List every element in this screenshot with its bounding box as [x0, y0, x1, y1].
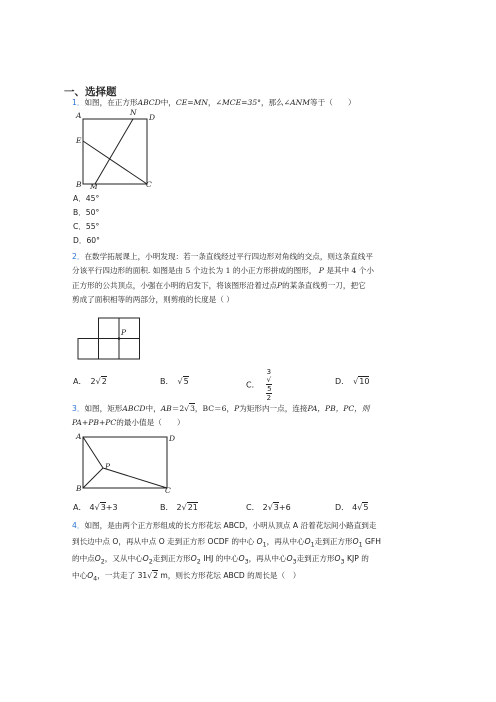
question-2-figure [78, 318, 168, 362]
small-square-bottom-2 [99, 339, 120, 360]
q2-option-d: D． √10 [335, 377, 370, 386]
rectangle-abcd [83, 437, 167, 488]
segment-ce [83, 141, 147, 184]
question-2-line-3: 正方形的公共顶点，小强在小明的启发下，将该图形沿着过点P的某条直线剪一刀，把它 [72, 281, 366, 290]
segment-pb [83, 468, 103, 488]
section-title: 一、选择题 [64, 86, 117, 98]
question-2-line-4: 剪成了面积相等的两部分，则剪痕的长度是（ ） [72, 295, 234, 304]
question-4-line-3: 的中点$O_2$，又从中心$O_2$走到正方形$O_2$ IHJ 的中心$O_3$，再从中心$O_3$走到正方形$O_3$ KJP 的 [72, 554, 369, 566]
question-4-line-4: 中心$O_4$，一共走了 31√2 m，则长方形花坛 ABCD 的周长是（ ） [72, 571, 301, 583]
q1-option-d: D．60° [73, 236, 100, 245]
question-1-stem: 1．如图，在正方形ABCD中，CE=MN，∠MCE=35°，那么∠ANM等于（ ） [72, 98, 356, 107]
label-c: C [165, 486, 171, 495]
question-2-line-1: 2．在数学拓展课上，小明发现：若一条直线经过平行四边形对角线的交点，则这条直线平 [72, 252, 373, 261]
label-p: P [121, 328, 127, 337]
small-square-bottom-3 [119, 339, 140, 360]
fraction: 3 √ 5 2 [266, 368, 272, 402]
point-p [118, 337, 121, 340]
segment-pc [103, 468, 167, 488]
q1-option-b: B．50° [73, 208, 100, 217]
label-p: P [105, 462, 111, 471]
question-3-figure [70, 432, 180, 496]
q3-option-a: A． 4√3+3 [73, 503, 118, 512]
question-3-line-2: PA+PB+PC的最小值是（ ） [72, 418, 185, 427]
label-d: D [169, 434, 176, 443]
label-a: A [76, 432, 82, 441]
label-d: D [149, 113, 156, 122]
label-e: E [76, 136, 82, 145]
q2-option-c: C． 3 √ 5 2 [246, 368, 272, 402]
question-4-line-1: 4．如图，是由两个正方形组成的长方形花坛 ABCD，小明从顶点 A 沿着花坛间小路直到走 [72, 521, 377, 530]
label-b: B [76, 484, 82, 493]
q2-option-b: B． √5 [160, 377, 189, 386]
small-square-top-left [99, 318, 120, 339]
label-b: B [76, 180, 82, 189]
q1-option-a: A．45° [73, 194, 100, 203]
segment-pa [83, 437, 103, 468]
q2-option-a: A． 2√2 [73, 377, 107, 386]
q3-option-d: D． 4√5 [335, 503, 369, 512]
q3-option-b: B． 2√21 [160, 503, 198, 512]
q3-option-c: C． 2√3+6 [246, 503, 291, 512]
question-3-line-1: 3．如图，矩形ABCD中，AB＝2√3，BC＝6，P为矩形内一点，连接PA，PB，PC，则 [72, 404, 370, 413]
question-4-line-2: 到长边中点 O，再从中点 O 走到正方形 OCDF 的中心 $O_1$，再从中心$O_1$走到正方形$O_1$ GFH [72, 537, 382, 549]
label-a: A [76, 111, 82, 120]
label-m: M [90, 182, 98, 191]
question-2-line-2: 分该平行四边形的面积. 如图是由 5 个边长为 1 的小正方形拼成的图形， P 是其中 4 个小 [72, 266, 374, 275]
q1-option-c: C．55° [73, 222, 100, 231]
small-square-bottom-1 [78, 339, 99, 360]
label-n: N [130, 108, 137, 117]
square-abcd [83, 119, 147, 184]
segment-mn [95, 119, 133, 184]
label-c: C [146, 180, 152, 189]
question-1-figure [70, 110, 170, 196]
